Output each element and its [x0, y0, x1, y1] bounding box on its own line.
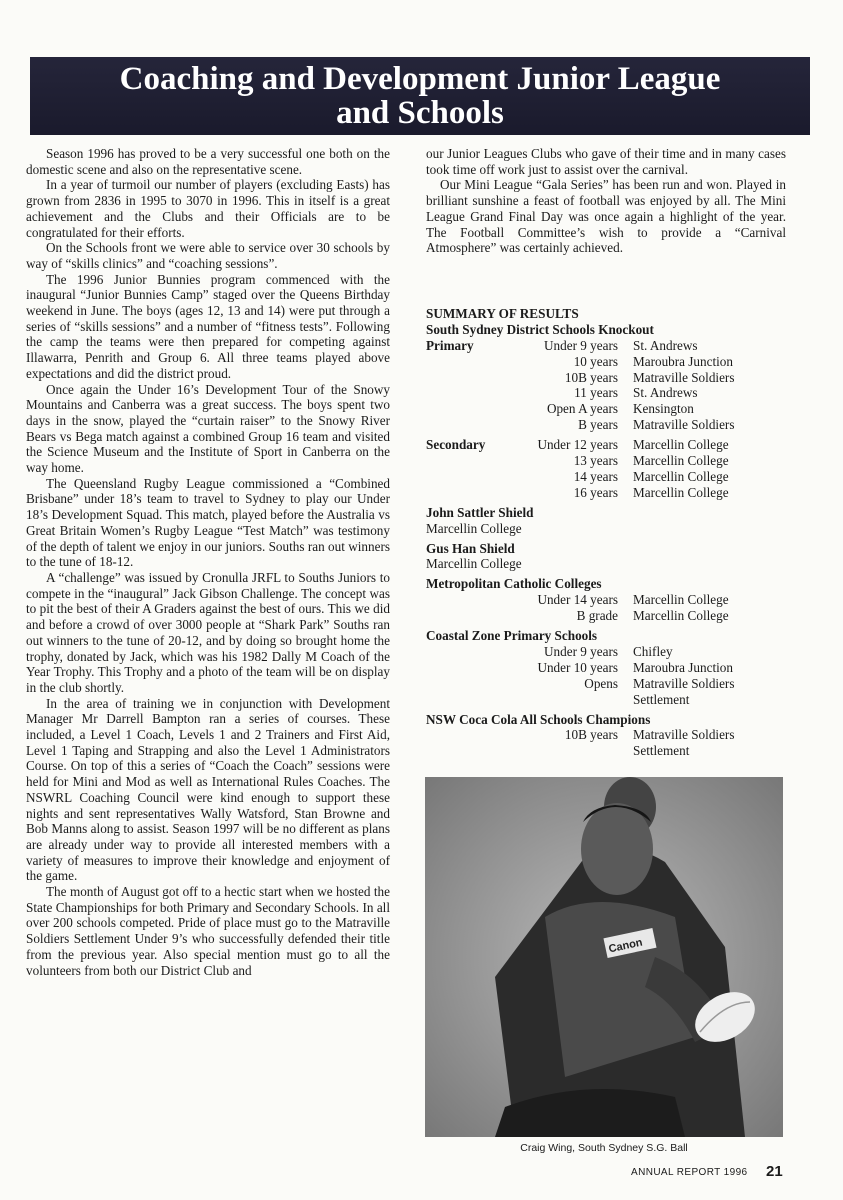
- result-row: [426, 385, 796, 401]
- paragraph: Once again the Under 16’s Development Tour of the Snowy Mountains and Canberra was a great success. The boys spent two days in the snow, played the “curtain raiser” to the Snowy River Bears vs Bega match against a combined Group 16 team and visited the Science Museum and the Institute of Sport in Canberra on the way home.: [26, 381, 390, 476]
- age-group: 11 years: [574, 385, 618, 401]
- paragraph: The 1996 Junior Bunnies program commenced with the inaugural “Junior Bunnies Camp” staged over the Queens Birthday weekend in June. The boys (ages 12, 13 and 14) were put through a series of “skills sessions” and a number of “fitness tests”. Following the camp the teams were then prepared for competing against Illawarra, Penrith and Group 6. All three teams played above expectations and did the district proud.: [26, 271, 390, 381]
- result-row: [426, 743, 796, 759]
- result-row: [426, 608, 796, 624]
- photo-caption: Craig Wing, South Sydney S.G. Ball: [520, 1142, 688, 1154]
- paragraph: A “challenge” was issued by Cronulla JRFL to Souths Juniors to compete in the “inaugural” Jack Gibson Challenge. The concept was to pit the best of their A Graders against the best of ours. This we did and before a crowd of over 3000 people at “Shark Park” Souths ran out winners to the tune of 20-12, and by doing so brought home the trophy, donated by Jack, which was his 1982 Dally M Coach of the Year Trophy. This Trophy and a photo of the team will be on display in the club shortly.: [26, 569, 390, 695]
- winner: St. Andrews: [633, 385, 698, 401]
- age-group: 13 years: [573, 453, 618, 469]
- result-row: [426, 469, 796, 485]
- winner: Chifley: [633, 643, 673, 659]
- age-group: Under 14 years: [537, 592, 618, 608]
- result-row: [426, 401, 796, 417]
- jersey-sponsor-text: Canon: [607, 936, 644, 956]
- result-row: [426, 692, 796, 708]
- age-group: 10B years: [564, 727, 618, 743]
- han-heading: Gus Han Shield: [426, 540, 515, 556]
- page-number: 21: [766, 1163, 783, 1180]
- winner: Marcellin College: [633, 484, 729, 500]
- winner: Marcellin College: [633, 453, 729, 469]
- result-row: [426, 437, 796, 453]
- age-group: 16 years: [573, 484, 618, 500]
- winner: Maroubra Junction: [633, 353, 733, 369]
- winner: Settlement: [633, 691, 690, 707]
- result-row: [426, 338, 796, 354]
- result-row: [426, 370, 796, 386]
- coca-cola-heading: NSW Coca Cola All Schools Champions: [426, 711, 651, 727]
- sattler-winner: Marcellin College: [426, 520, 522, 536]
- paragraph: Season 1996 has proved to be a very successful one both on the domestic scene and also on the representative scene.: [26, 146, 390, 177]
- paragraph: The month of August got off to a hectic start when we hosted the State Championships for both Primary and Secondary Schools. In all over 200 schools competed. Pride of place must go to the Matraville Soldiers Settlement Under 9’s who successfully defended their title from the previous year. Also special mention must go to all the volunteers from both our District Club and: [26, 884, 390, 978]
- paragraph: In a year of turmoil our number of players (excluding Easts) has grown from 2836 in 1995 to 3070 in 1996. This in itself is a great achievement and the Clubs and their Officials are to be congratulated for their efforts.: [26, 177, 390, 240]
- title-line-1: Coaching and Development Junior League: [119, 61, 721, 97]
- result-row: [426, 354, 796, 370]
- result-row: [426, 727, 796, 743]
- summary-of-results: [426, 306, 796, 759]
- winner: Matraville Soldiers: [633, 675, 735, 691]
- metro-heading: Metropolitan Catholic Colleges: [426, 576, 602, 592]
- knockout-heading: South Sydney District Schools Knockout: [426, 321, 654, 337]
- winner: Matraville Soldiers: [633, 369, 735, 385]
- result-row: [426, 417, 796, 433]
- right-column-text: [426, 146, 786, 256]
- footer-label: ANNUAL REPORT 1996: [631, 1167, 748, 1178]
- paragraph: On the Schools front we were able to service over 30 schools by way of “skills clinics” and “coaching sessions”.: [26, 240, 390, 271]
- summary-heading: SUMMARY OF RESULTS: [426, 306, 579, 321]
- age-group: Opens: [584, 675, 618, 691]
- player-photo-illustration: [425, 777, 783, 1137]
- age-group: Under 12 years: [537, 437, 618, 453]
- player-photo: [425, 777, 783, 1137]
- winner: Marcellin College: [633, 437, 729, 453]
- winner: Matraville Soldiers: [633, 727, 735, 743]
- winner: Marcellin College: [633, 608, 729, 624]
- result-row: [426, 660, 796, 676]
- winner: Settlement: [633, 743, 690, 759]
- winner: Marcellin College: [633, 592, 729, 608]
- winner: Maroubra Junction: [633, 659, 733, 675]
- winner: Kensington: [633, 401, 694, 417]
- level-label: Primary: [426, 337, 474, 353]
- age-group: 14 years: [573, 468, 618, 484]
- age-group: Under 9 years: [544, 337, 618, 353]
- age-group: Under 9 years: [544, 643, 618, 659]
- result-row: [426, 644, 796, 660]
- age-group: 10 years: [573, 353, 618, 369]
- age-group: Open A years: [546, 401, 618, 417]
- winner: Matraville Soldiers: [633, 417, 735, 433]
- result-row: [426, 676, 796, 692]
- title-line-2: and Schools: [336, 95, 504, 131]
- winner: St. Andrews: [633, 337, 698, 353]
- paragraph: The Queensland Rugby League commissioned a “Combined Brisbane” under 18’s team to travel to Sydney to play our Under 18’s Development Squad. This match, played before the Australia vs Great Britain Women’s Rugby League “Test Match” was testimony of the depth of talent we enjoy in our juniors. Souths ran out winners to the tune of 18-12.: [26, 475, 390, 570]
- age-group: B years: [578, 417, 618, 433]
- han-winner: Marcellin College: [426, 556, 522, 572]
- left-column: [26, 146, 390, 978]
- age-group: 10B years: [564, 369, 618, 385]
- page-title-banner: [30, 57, 810, 135]
- age-group: Under 10 years: [537, 659, 618, 675]
- paragraph: In the area of training we in conjunction with Development Manager Mr Darrell Bampton ran a series of courses. These included, a Level 1 Coach, Levels 1 and 2 Trainers and First Aid, Level 1 Taping and Strapping and also the Level 1 Administrators Course. On top of this a series of “Coach the Coach” sessions were held for Mini and Mod as well as International Rules Coaches. The NSWRL Coaching Council were kind enough to support these nights and sent representatives Wally Watsford, Stan Browne and Bob Manns along to assist. Season 1997 will be no different as plans are already under way to provide all interested members with a variety of measures to improve their knowledge and enjoyment of the game.: [26, 695, 390, 884]
- level-label: Secondary: [426, 437, 486, 453]
- coastal-heading: Coastal Zone Primary Schools: [426, 628, 598, 644]
- result-row: [426, 453, 796, 469]
- sattler-heading: John Sattler Shield: [426, 504, 534, 520]
- paragraph: our Junior Leagues Clubs who gave of their time and in many cases took time off work just to assist over the carnival.: [426, 146, 786, 177]
- result-row: [426, 485, 796, 501]
- winner: Marcellin College: [633, 468, 729, 484]
- paragraph: Our Mini League “Gala Series” has been run and won. Played in brilliant sunshine a feast of football was enjoyed by all. The Mini League Grand Final Day was once again a highlight of the year. The Football Committee’s wish to provide a “Carnival Atmosphere” was certainly achieved.: [426, 177, 786, 256]
- result-row: [426, 592, 796, 608]
- age-group: B grade: [576, 608, 618, 624]
